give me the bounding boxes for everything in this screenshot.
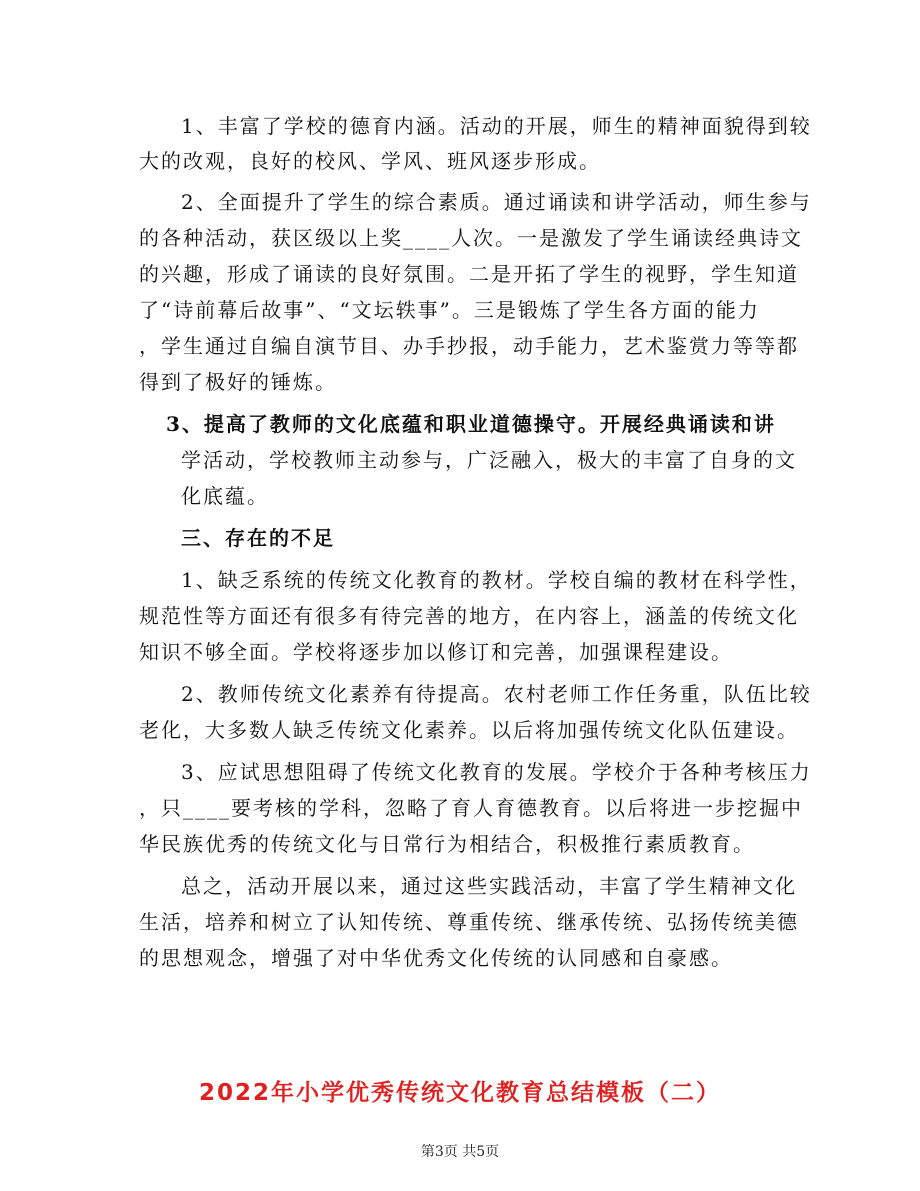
p5-line-2: 老化，大多数人缺乏传统文化素养。以后将加强传统文化队伍建设。 [139, 718, 799, 742]
p3-line-1: 3、提高了教师的文化底蕴和职业道德操守。开展经典诵读和讲 [166, 412, 776, 436]
p5-line-1: 2、教师传统文化素养有待提高。农村老师工作任务重，队伍比较 [181, 682, 812, 706]
p7-line-2: 生活，培养和树立了认知传统、尊重传统、继承传统、弘扬传统美德 [139, 910, 799, 934]
p2-line-3: 的兴趣，形成了诵读的良好氛围。二是开拓了学生的视野，学生知道 [139, 262, 799, 286]
p7-line-3: 的思想观念，增强了对中华优秀文化传统的认同感和自豪感。 [139, 946, 733, 970]
p3-line-2: 学活动，学校教师主动参与，广泛融入，极大的丰富了自身的文 [181, 448, 797, 472]
page-number: 第3页 共5页 [420, 1144, 500, 1160]
p2-line-5: ，学生通过自编自演节目、办手抄报，动手能力，艺术鉴赏力等等都 [139, 334, 799, 358]
p4-line-3: 知识不够全面。学校将逐步加以修订和完善，加强课程建设。 [139, 640, 733, 664]
p6-line-1: 3、应试思想阻碍了传统文化教育的发展。学校介于各种考核压力 [181, 760, 812, 784]
p2-line-6: 得到了极好的锤炼。 [139, 370, 337, 394]
p1-line-1: 1、丰富了学校的德育内涵。活动的开展，师生的精神面貌得到较 [181, 114, 812, 138]
section-heading: 三、存在的不足 [181, 526, 335, 550]
p4-line-1: 1、缺乏系统的传统文化教育的教材。学校自编的教材在科学性， [181, 568, 812, 592]
p7-line-1: 总之，活动开展以来，通过这些实践活动，丰富了学生精神文化 [181, 874, 797, 898]
p4-line-2: 规范性等方面还有很多有待完善的地方，在内容上，涵盖的传统文化 [139, 604, 799, 628]
p6-line-2: ，只____要考核的学科，忽略了育人育德教育。以后将进一步挖掘中 [139, 796, 803, 820]
p2-line-2: 的各种活动，获区级以上奖____人次。一是激发了学生诵读经典诗文 [139, 226, 803, 250]
p1-line-2: 大的改观，良好的校风、学风、班风逐步形成。 [139, 149, 601, 173]
p2-line-4: 了“诗前幕后故事”、“文坛轶事”。三是锻炼了学生各方面的能力 [139, 298, 760, 322]
p6-line-3: 华民族优秀的传统文化与日常行为相结合，积极推行素质教育。 [139, 832, 755, 856]
p2-line-1: 2、全面提升了学生的综合素质。通过诵读和讲学活动，师生参与 [181, 190, 812, 214]
section-title: 2022年小学优秀传统文化教育总结模板（二） [198, 1080, 721, 1106]
p3-line-3: 化底蕴。 [181, 484, 269, 508]
